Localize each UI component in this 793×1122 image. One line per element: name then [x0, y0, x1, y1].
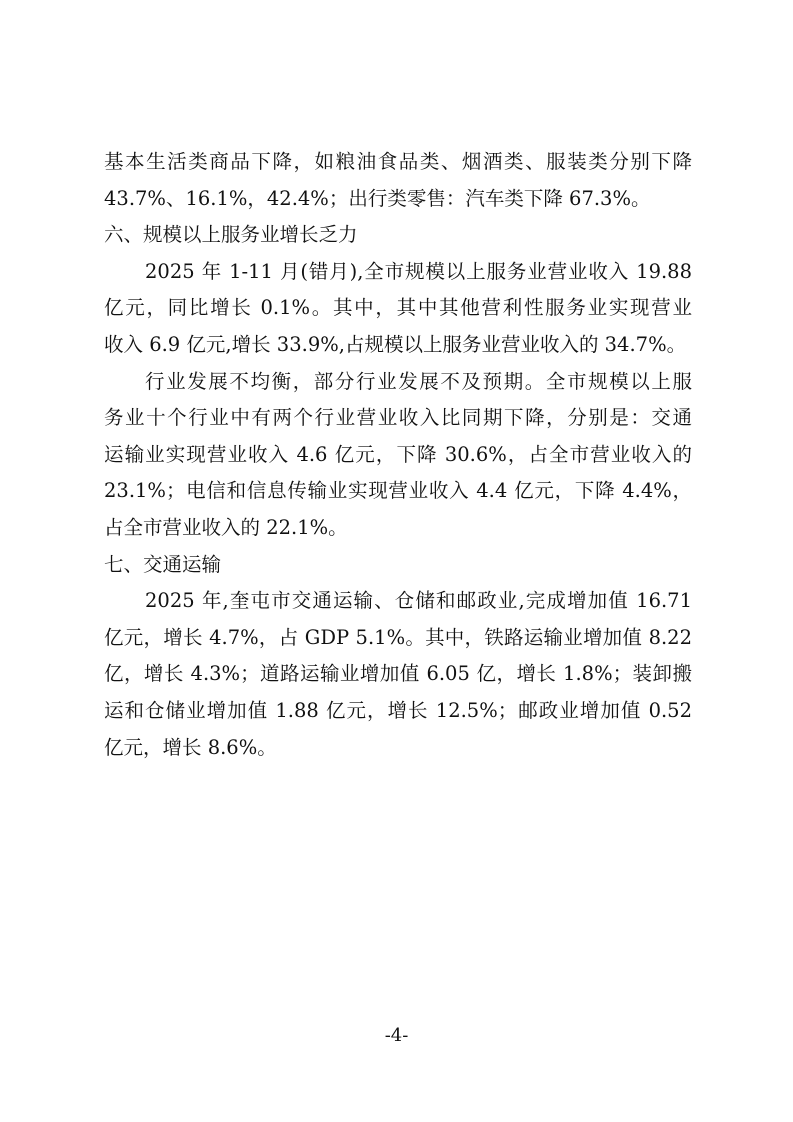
text-line: 亿元，增长 4.7%，占 GDP 5.1%。其中，铁路运输业增加值 8.22	[104, 625, 692, 649]
paragraph-transport-value	[104, 583, 692, 766]
text-line: 2025 年 1-11 月(错月),全市规模以上服务业营业收入 19.88	[145, 259, 692, 283]
page-number: -4-	[384, 1025, 409, 1046]
document-body	[104, 144, 692, 766]
paragraph-services-revenue	[104, 254, 692, 364]
section-heading-services: 六、规模以上服务业增长乏力	[104, 223, 358, 247]
text-line: 亿，增长 4.3%；道路运输业增加值 6.05 亿，增长 1.8%；装卸搬	[104, 662, 692, 686]
text-line: 运输业实现营业收入 4.6 亿元，下降 30.6%，占全市营业收入的	[104, 442, 692, 466]
text-line: 基本生活类商品下降，如粮油食品类、烟酒类、服装类分别下降	[104, 150, 692, 173]
text-line: 运和仓储业增加值 1.88 亿元，增长 12.5%；邮政业增加值 0.52	[104, 698, 692, 722]
paragraph-retail-categories	[104, 144, 692, 217]
text-line: 行业发展不均衡，部分行业发展不及预期。全市规模以上服	[145, 369, 692, 393]
text-line: 23.1%；电信和信息传输业实现营业收入 4.4 亿元，下降 4.4%，	[104, 479, 692, 503]
text-line: 收入 6.9 亿元,增长 33.9%,占规模以上服务业营业收入的 34.7%。	[104, 332, 687, 356]
text-line: 占全市营业收入的 22.1%。	[104, 515, 348, 539]
text-line: 亿元，增长 8.6%。	[104, 735, 277, 759]
paragraph-industry-imbalance	[104, 364, 692, 547]
text-line: 务业十个行业中有两个行业营业收入比同期下降，分别是：交通	[104, 406, 692, 430]
text-line: 43.7%、16.1%，42.4%；出行类零售：汽车类下降 67.3%。	[104, 186, 651, 210]
text-line: 2025 年,奎屯市交通运输、仓储和邮政业,完成增加值 16.71	[145, 589, 692, 613]
section-heading-transport: 七、交通运输	[104, 552, 222, 576]
text-line: 亿元，同比增长 0.1%。其中，其中其他营利性服务业实现营业	[104, 296, 692, 320]
